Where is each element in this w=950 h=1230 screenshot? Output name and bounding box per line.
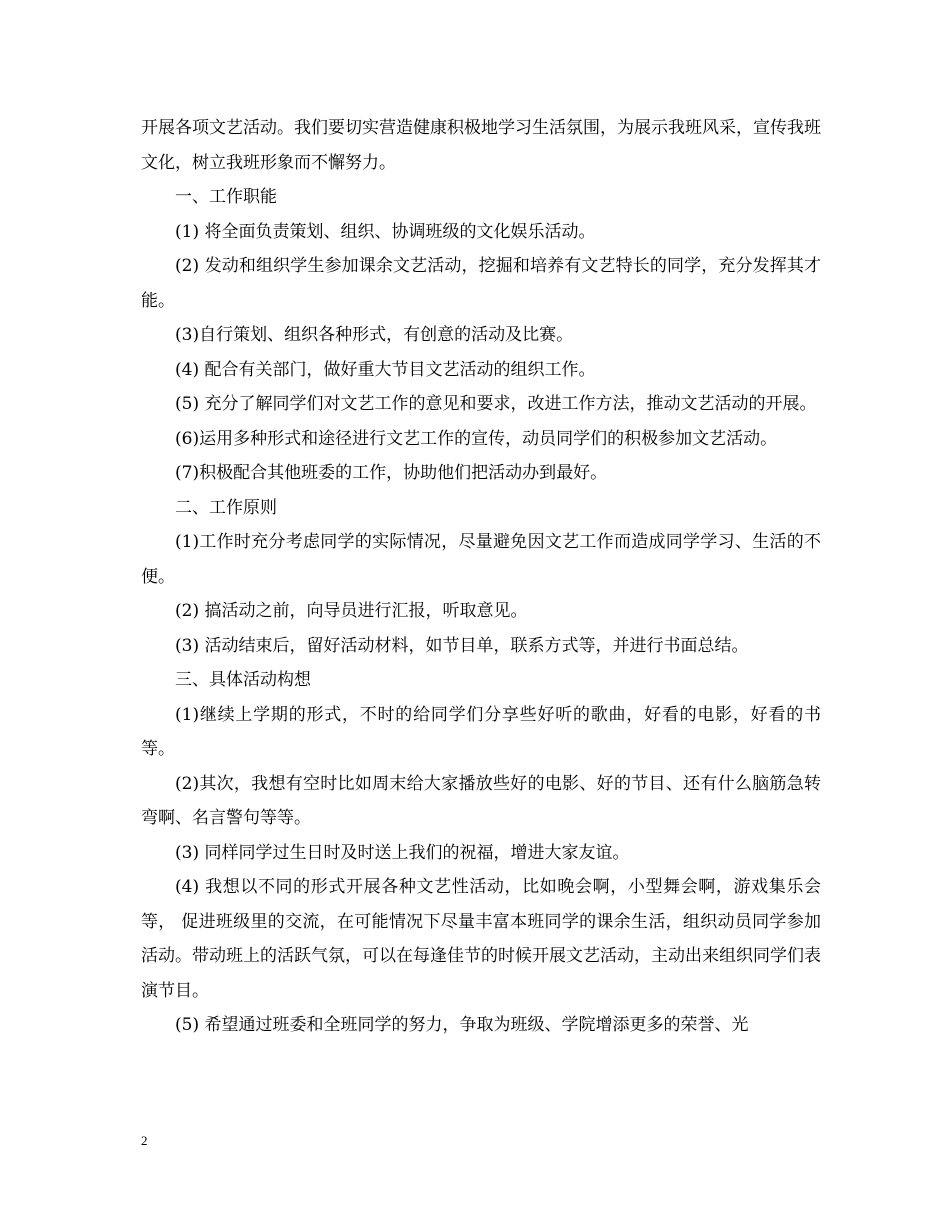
paragraph: (5) 希望通过班委和全班同学的努力，争取为班级、学院增添更多的荣誉、光 — [175, 1015, 749, 1035]
paragraph: (5) 充分了解同学们对文艺工作的意见和要求，改进工作方法，推动文艺活动的开展。 — [175, 394, 817, 414]
paragraph: (1) 将全面负责策划、组织、协调班级的文化娱乐活动。 — [175, 221, 596, 242]
paragraph: (2) 发动和组织学生参加课余文艺活动，挖掘和培养有文艺特长的同学，充分发挥其才能。 — [141, 256, 821, 311]
document-body — [141, 111, 821, 1043]
paragraph: 一、工作职能 — [175, 187, 277, 207]
paragraph: (1)继续上学期的形式，不时的给同学们分享些好听的歌曲，好看的电影，好看的书等。 — [141, 704, 821, 759]
paragraph: (3) 活动结束后，留好活动材料，如节目单，联系方式等，并进行书面总结。 — [175, 635, 749, 656]
paragraph: (4) 配合有关部门，做好重大节目文艺活动的组织工作。 — [175, 359, 596, 380]
paragraph: (3)自行策划、组织各种形式，有创意的活动及比赛。 — [175, 325, 574, 345]
paragraph: (6)运用多种形式和途径进行文艺工作的宣传，动员同学们的积极参加文艺活动。 — [175, 428, 778, 449]
page-number: 2 — [141, 1133, 148, 1148]
paragraph: (4) 我想以不同的形式开展各种文艺性活动，比如晚会啊，小型舞会啊，游戏集乐会等， 促进班级里的交流，在可能情况下尽量丰富本班同学的课余生活，组织动员同学参加活动。带动班上的活跃气氛，可以在每逢佳节的时候开展文艺活动，主动出来组织同学们表演节目。 — [141, 877, 821, 1001]
paragraph: (7)积极配合其他班委的工作，协助他们把活动办到最好。 — [175, 463, 608, 483]
paragraph: 三、具体活动构想 — [175, 670, 311, 690]
paragraph: 开展各项文艺活动。我们要切实营造健康积极地学习生活氛围，为展示我班风采，宣传我班文化，树立我班形象而不懈努力。 — [141, 118, 821, 173]
paragraph: (2) 搞活动之前，向导员进行汇报，听取意见。 — [175, 601, 528, 621]
paragraph: (1)工作时充分考虑同学的实际情况，尽量避免因文艺工作而造成同学学习、生活的不便。 — [141, 532, 821, 587]
paragraph: 二、工作原则 — [175, 497, 277, 518]
paragraph: (2)其次，我想有空时比如周末给大家播放些好的电影、好的节目、还有什么脑筋急转弯啊、名言警句等等。 — [141, 773, 821, 828]
paragraph: (3) 同样同学过生日时及时送上我们的祝福，增进大家友谊。 — [175, 842, 630, 863]
